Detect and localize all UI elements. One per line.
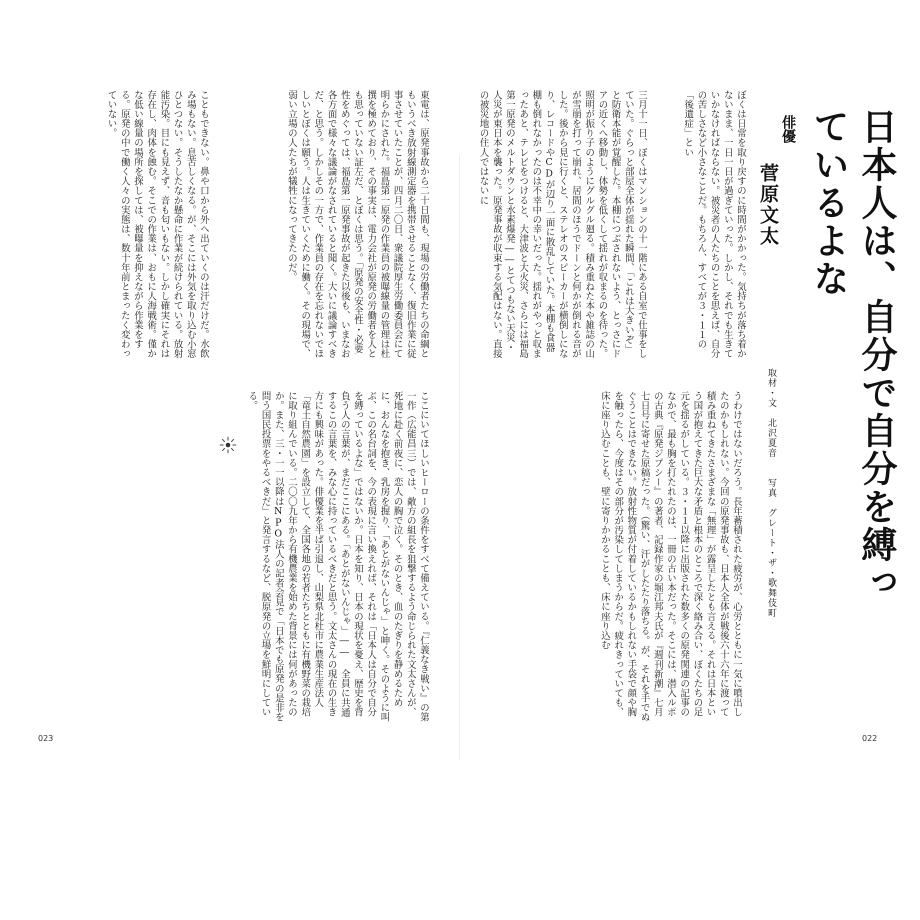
page-number-right: 022 — [862, 734, 878, 743]
left-body-bottom: ここにいてほしいヒーローの条件をすべて備えている。『仁義なき戦い』の第一作（広能昌三）では、敵方の組長を狙撃するよう命じられた文太さんが、死地に赴く前夜に、恋人の胸で泣く。そのとき、血のたぎりを静めるために、おんなを抱き、乳房を握り、「あとがないんじゃ」と呻く。そのように叫ぶ、この名台詞を、今の表現に言い換えれば、それは「日本人は自分で自分を縛っているよな」ではないか。日本を知り、日本の現状を憂え、歴史を背負う人の言葉が、まだここにある。「あとがないんじゃ」―― 全員に共通するこの言葉を、みな心に持っているべきだと思う。文太さんの現在の生き方にも興味があった。俳優業を半ば引退し、山梨県北杜市に農業生産法人「竜土自然農園」を設立して、全国各地の若者たちとともに有機野菜の栽培に取り組んでいる。二〇〇九年から有機農業を始めた背景には何があったのか。また、三・一一以降はNPO法人の記者会見で「日本でも原発の是非を問う国民投票をやるべきだ」と発言するなど、脱原発の立場を鮮明にしている。 — [246, 391, 429, 722]
byline-name: 菅原文太 — [757, 163, 779, 247]
article-title: 日本人は、自分で自分を縛っているよな — [808, 108, 897, 602]
photo-text-credits: 取材・文 北沢夏音 写真 グレート・ザ・歌舞伎町 — [766, 368, 776, 618]
left-body-top-left: こともできない。鼻や口から外へ出ていくのは汗だけだ。水飲み場もない。息苦しくなる。が、そこには外気を取り込む小窓ひとつない。そうしたなか懸命に作業が続けられている。放射能汚染。目にも見えず、音も匂いもない。しかし確実にそれは存在し、肉体を蝕む。そこでの作業は、おもに人海戦術。僅かな低い線量の場所を探しては、被曝量を抑えながら作業をする。原発の中で働く人々の実態は、数十年前とまったく変わっていない。 — [105, 90, 209, 359]
page-number-left: 023 — [38, 734, 54, 743]
right-body-top-left: 三月十一日、ぼくはマンションの十一階にある自室で仕事をしていた。ぐらっと部屋全体が揺れた瞬間、「これは大きいぞ」と防衛本能が覚醒した。本棚につぶされないよう、とっさにドアの近くへ移動し、体勢を低くして揺れが収まるのを待った。照明が振り子のようにグルグル廻る。積み重ねた本や雑誌の山が雪崩を打って崩れ、居間のほうでドーンと何かが倒れる音がした。後から見に行くと、ステレオのスピーカーが横倒しになり、レコードやCDが辺り一面に散乱していた。本棚も食器棚も倒れなかったのは不幸中の幸いだった。揺れがやっと収まったあと、テレビをつけると、大津波と大火災、さらには福島第一原発のメルトダウンと水素爆発――とてつもない天災・人災が東日本を襲った。原発事故が収束する気配はない。直接の被災地の住人ではないに — [477, 90, 647, 359]
gutter-divider — [459, 155, 460, 760]
byline-occupation: 俳優 — [780, 115, 796, 143]
right-body-bottom: うわけではないだろう。長年蓄積された疲労が、心労とともに一気に噴出したのかもしれない。今回の原発事故も、日本人全体が戦後六十六年に渡って積み重ねてきたさまざまな「無理」が露呈したとも言える。それは日本という国が抱えてきた巨大な矛盾と根本のところで深く絡み合い、ぼくたちの足元を揺るがしている。３・１１以降に出版された数多くの原発関連の記事のなかで、最も胸を打たれたのは、一冊の古い本だった。そこには、潜入ルポの古典『原発ジプシー』の著者、記録作家の堀江邦夫氏が『週刊新潮』七月七日号に寄せた原稿だった。（驚い、汗がしたたり落ちる。が、それを手でぬぐうことはできない。放射性物質が付着しているかもしれない手袋で顔や胸を触ったら、今度はその部分が汚染してしまうからだ。疲れきっていても、床に座り込むことも、壁に寄りかかることも、床に座り込む — [598, 391, 742, 722]
section-ornament-icon — [219, 436, 237, 454]
right-body-top-right: ぼくは日常を取り戻すのに時間がかかった。気持ちが落ち着かないまま、一日一日が過ぎていった。しかし、それでも生きていかなければならない。被災者の人たちのことを思えば、自分の苦しさなど小さなことだ。もちろん、すべてが３・１１の「後遺症」とい — [682, 90, 746, 359]
left-body-top-right: 東電は、原発事故から二十日間も、現場の労働者たちの命綱ともいうべき放射線測定器を携帯させることなく、復旧作業に従事させていたことが、四月二〇日、衆議院厚生労働委員会にて明らかにされた。福島第一原発の作業員の被曝線量の管理は杜撰を極めており、その事実は、電力会社が原発の労働者を人とも思っていない証左だ、とぼくは思う。「原発の安全性・必要性をめぐっては、福島第一原発事故が起きた以後も、いまなお各方面で様々な議論がなされていると聞く。大いに議論すべきだ、と思う。しかしその一方で、作業員の存在を忘れないでほしいとぼくは願う。人は生きていくために働く。その現場で、弱い立場の人たちが犠牲になってきたのだ。 — [285, 90, 429, 359]
